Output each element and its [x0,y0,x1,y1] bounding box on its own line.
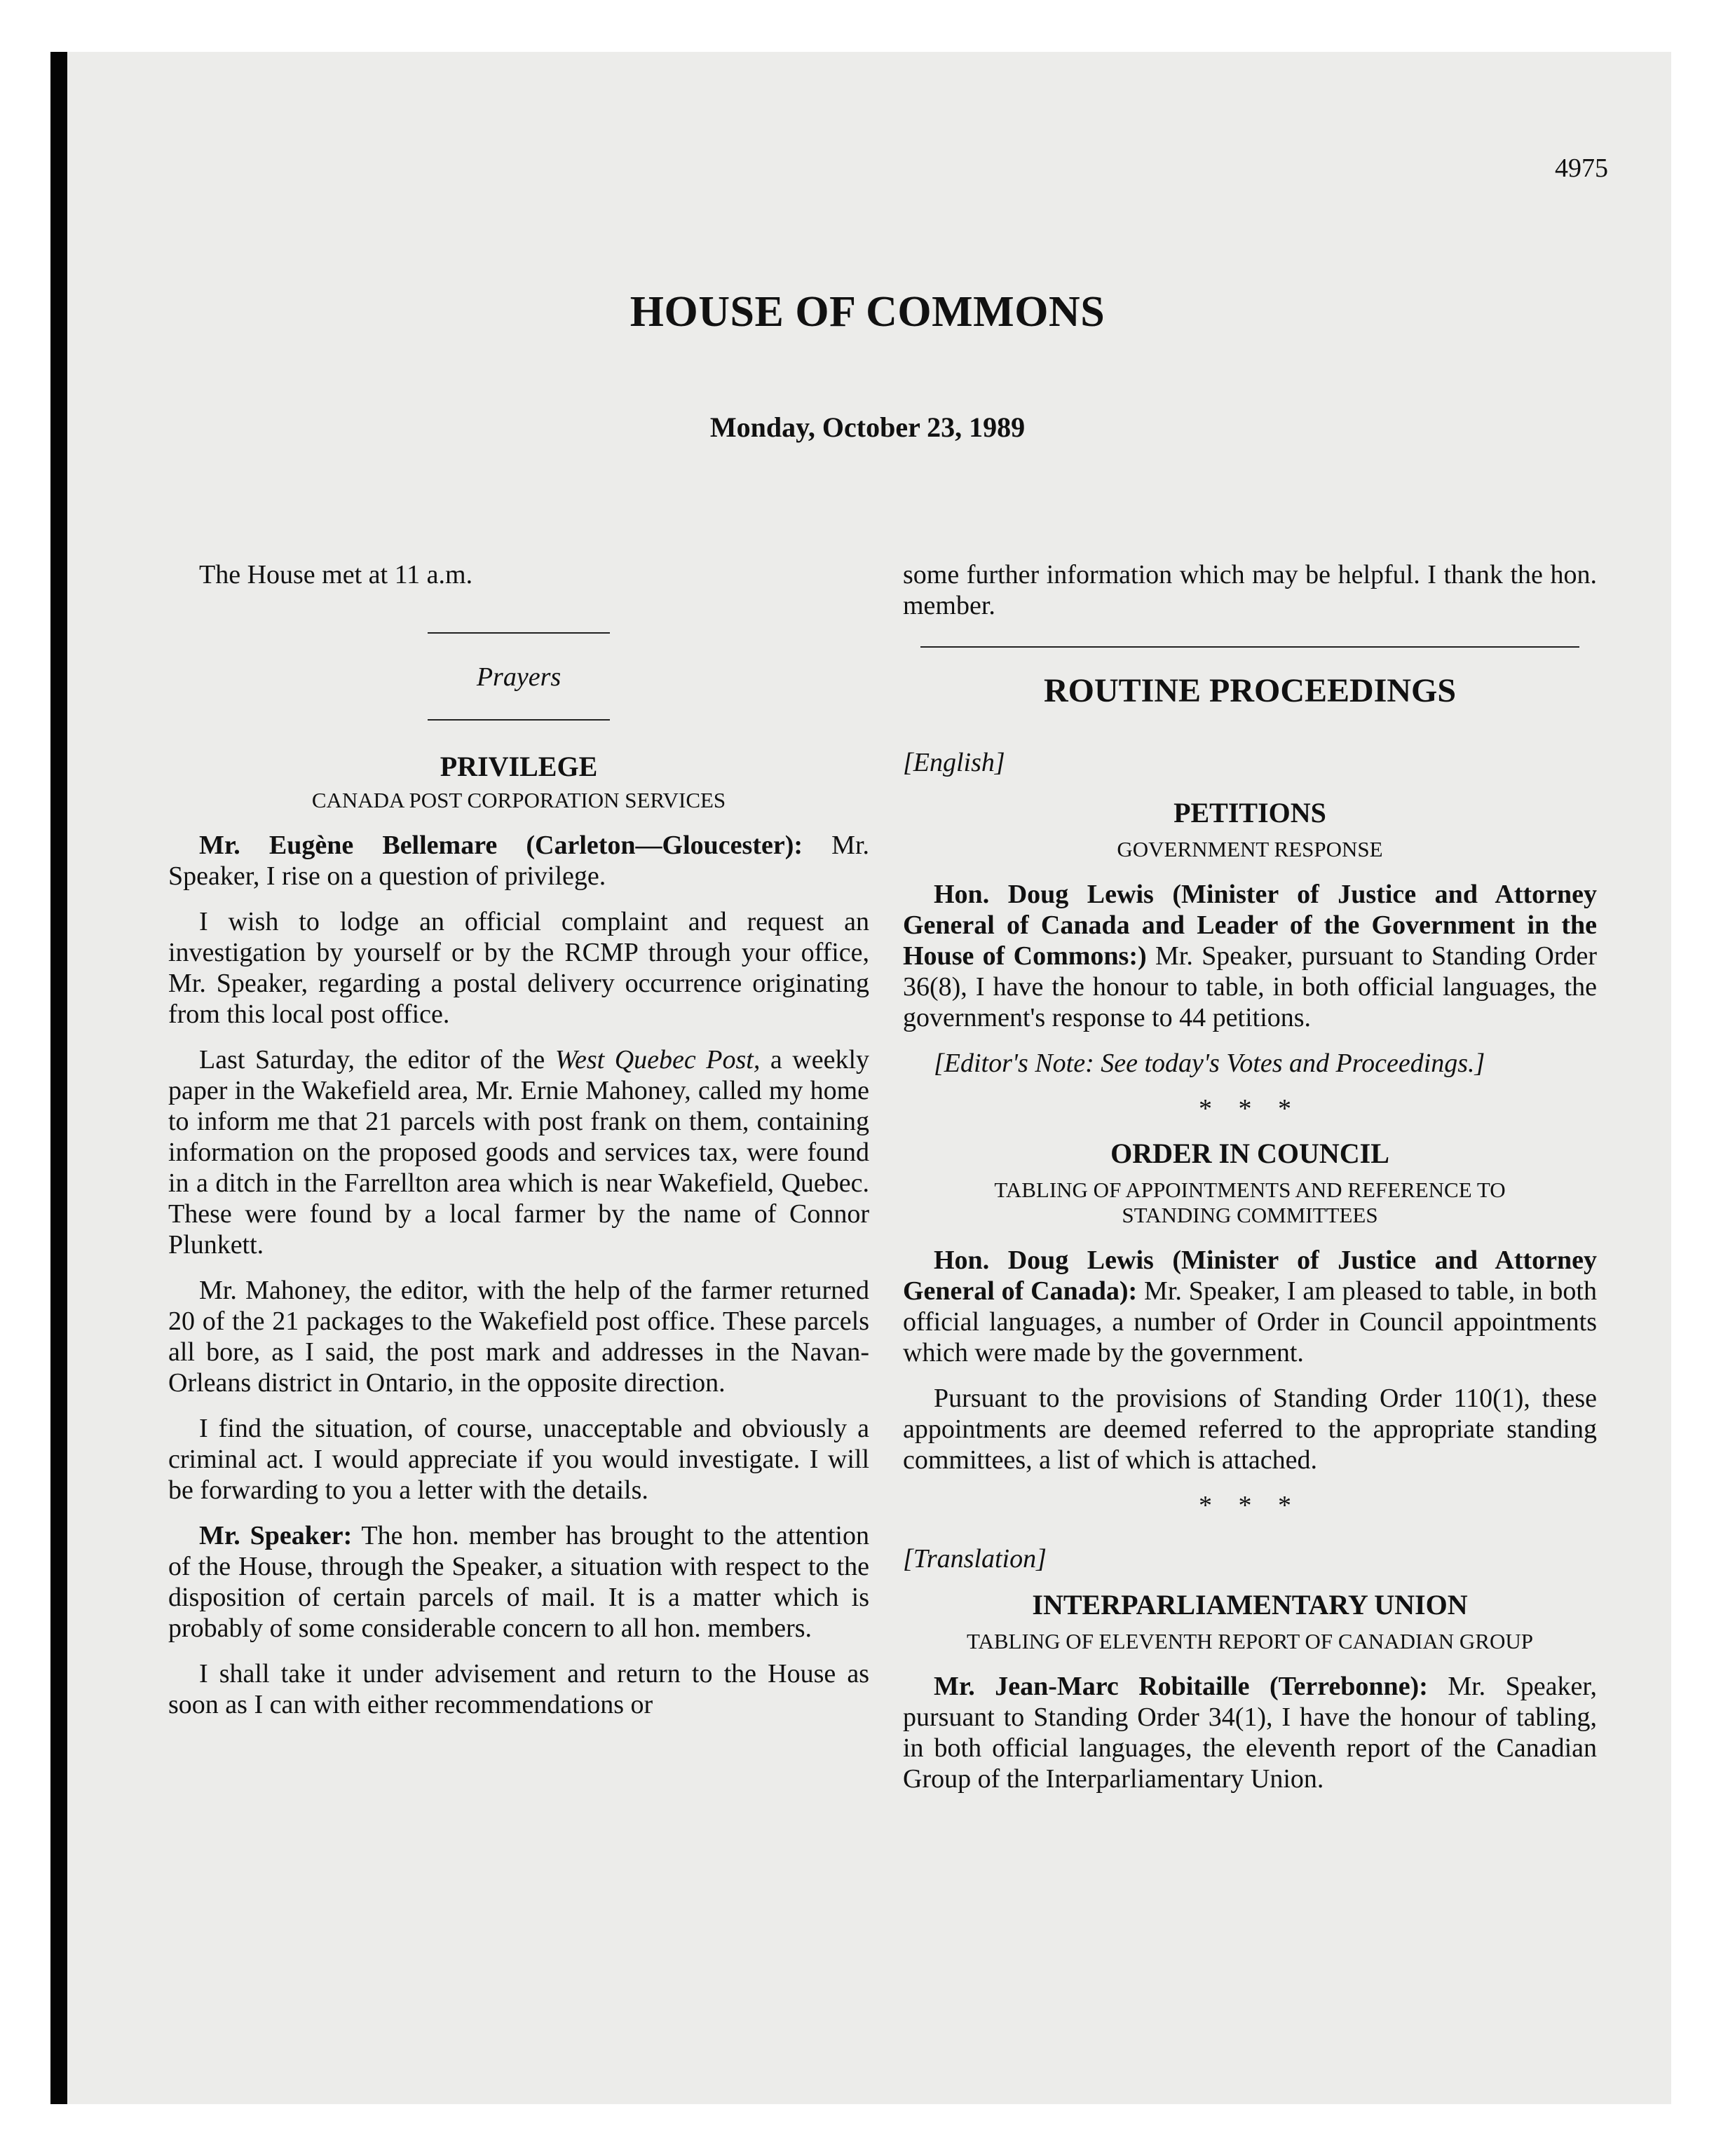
right-column [903,559,1597,1809]
paragraph [168,1044,869,1260]
paragraph [903,1671,1597,1794]
speaker-name: Mr. Jean-Marc Robitaille (Terrebonne): [934,1672,1428,1701]
paragraph [168,830,869,892]
left-column [168,559,869,1735]
petitions-heading: PETITIONS [1173,797,1326,828]
privilege-heading: PRIVILEGE [440,751,598,782]
prayers-label: Prayers [476,662,562,692]
section-separator: * * * [1199,1491,1301,1520]
page-title: HOUSE OF COMMONS [630,288,1105,336]
speaker-name: Hon. Doug Lewis (Minister of Justice and Attorney General of Canada): [903,1246,1597,1306]
newspaper-name: West Quebec Post, [554,1045,761,1074]
paragraph: I shall take it under advisement and return to the House as soon as I can with either recommendations or [168,1659,869,1719]
sitting-date: Monday, October 23, 1989 [709,411,1026,443]
paragraph-text: Mr. Speaker, pursuant to Standing Order 34(1), I have the honour of tabling, in both official languages, the eleventh report of the Canadian Group of the Interparliamentary Union. [903,1672,1597,1794]
divider [428,719,610,721]
language-note: [English] [903,748,1005,777]
speaker-name: Mr. Speaker: [199,1521,353,1550]
paragraph-text: Mr. Speaker, pursuant to Standing Order 36(8), I have the honour to table, in both official languages, the government's response to 44 petitions. [903,941,1598,1032]
speaker-name: Hon. Doug Lewis (Minister of Justice and Attorney General of Canada and Leader of the Government in the House of Commons:) [903,880,1597,971]
paragraph: Mr. Mahoney, the editor, with the help of the farmer returned 20 of the 21 packages to the Wakefield post office. These parcels all bore, as I said, the post mark and addresses in the Navan-Orleans district in Ontario, in the opposite direction. [168,1276,869,1398]
interparliamentary-subheading: TABLING OF ELEVENTH REPORT OF CANADIAN GROUP [967,1629,1533,1653]
paragraph: I find the situation, of course, unacceptable and obviously a criminal act. I would appreciate if you would investigate. I will be forwarding to you a letter with the details. [168,1414,869,1505]
divider [920,646,1579,648]
opening-line: The House met at 11 a.m. [199,560,473,589]
divider [428,632,610,634]
editors-note: [Editor's Note: See today's Votes and Proceedings.] [934,1049,1485,1078]
paragraph: Pursuant to the provisions of Standing Order 110(1), these appointments are deemed referred to the appropriate standing committees, a list of which is attached. [903,1384,1597,1475]
paragraph-text: Mr. Speaker, I rise on a question of privilege. [168,831,870,891]
paragraph-text: The hon. member has brought to the attention of the House, through the Speaker, a situation with respect to the disposition of certain parcels of mail. It is a matter which is probably of some considerable concern to all hon. members. [168,1521,869,1643]
interparliamentary-heading: INTERPARLIAMENTARY UNION [1032,1589,1468,1621]
petitions-subheading: GOVERNMENT RESPONSE [1117,837,1383,861]
section-separator: * * * [1199,1094,1301,1124]
order-in-council-subheading: TABLING OF APPOINTMENTS AND REFERENCE TO STANDING COMMITTEES [994,1178,1506,1227]
routine-proceedings-heading: ROUTINE PROCEEDINGS [1043,672,1457,709]
paragraph [903,879,1597,1033]
paragraph [903,1245,1597,1368]
privilege-subheading: CANADA POST CORPORATION SERVICES [311,788,726,812]
language-note: [Translation] [903,1544,1047,1574]
paragraph: I wish to lodge an official complaint and request an investigation by yourself or by the RCMP through your office, Mr. Speaker, regarding a postal delivery occurrence originating from this local post office. [168,907,869,1029]
paragraph [168,1520,869,1644]
paragraph-text: a weekly paper in the Wakefield area, Mr. Ernie Mahoney, called my home to inform me that 21 parcels with post frank on them, containing information on the proposed goods and services tax, were found in a ditch in the Farrellton area which is near Wakefield, Quebec. These were found by a local farmer by the name of Connor Plunkett. [168,1045,870,1260]
binding-edge [50,52,67,2104]
speaker-name: Mr. Eugène Bellemare (Carleton—Gloucester): [199,831,803,860]
paragraph-text: Mr. Speaker, I am pleased to table, in both official languages, a number of Order in Council appointments which were made by the government. [903,1276,1597,1367]
page-number: 4975 [1555,153,1608,183]
paragraph-text: Last Saturday, the editor of the [199,1045,545,1074]
paragraph: some further information which may be helpful. I thank the hon. member. [903,560,1597,620]
order-in-council-heading: ORDER IN COUNCIL [1110,1138,1389,1169]
